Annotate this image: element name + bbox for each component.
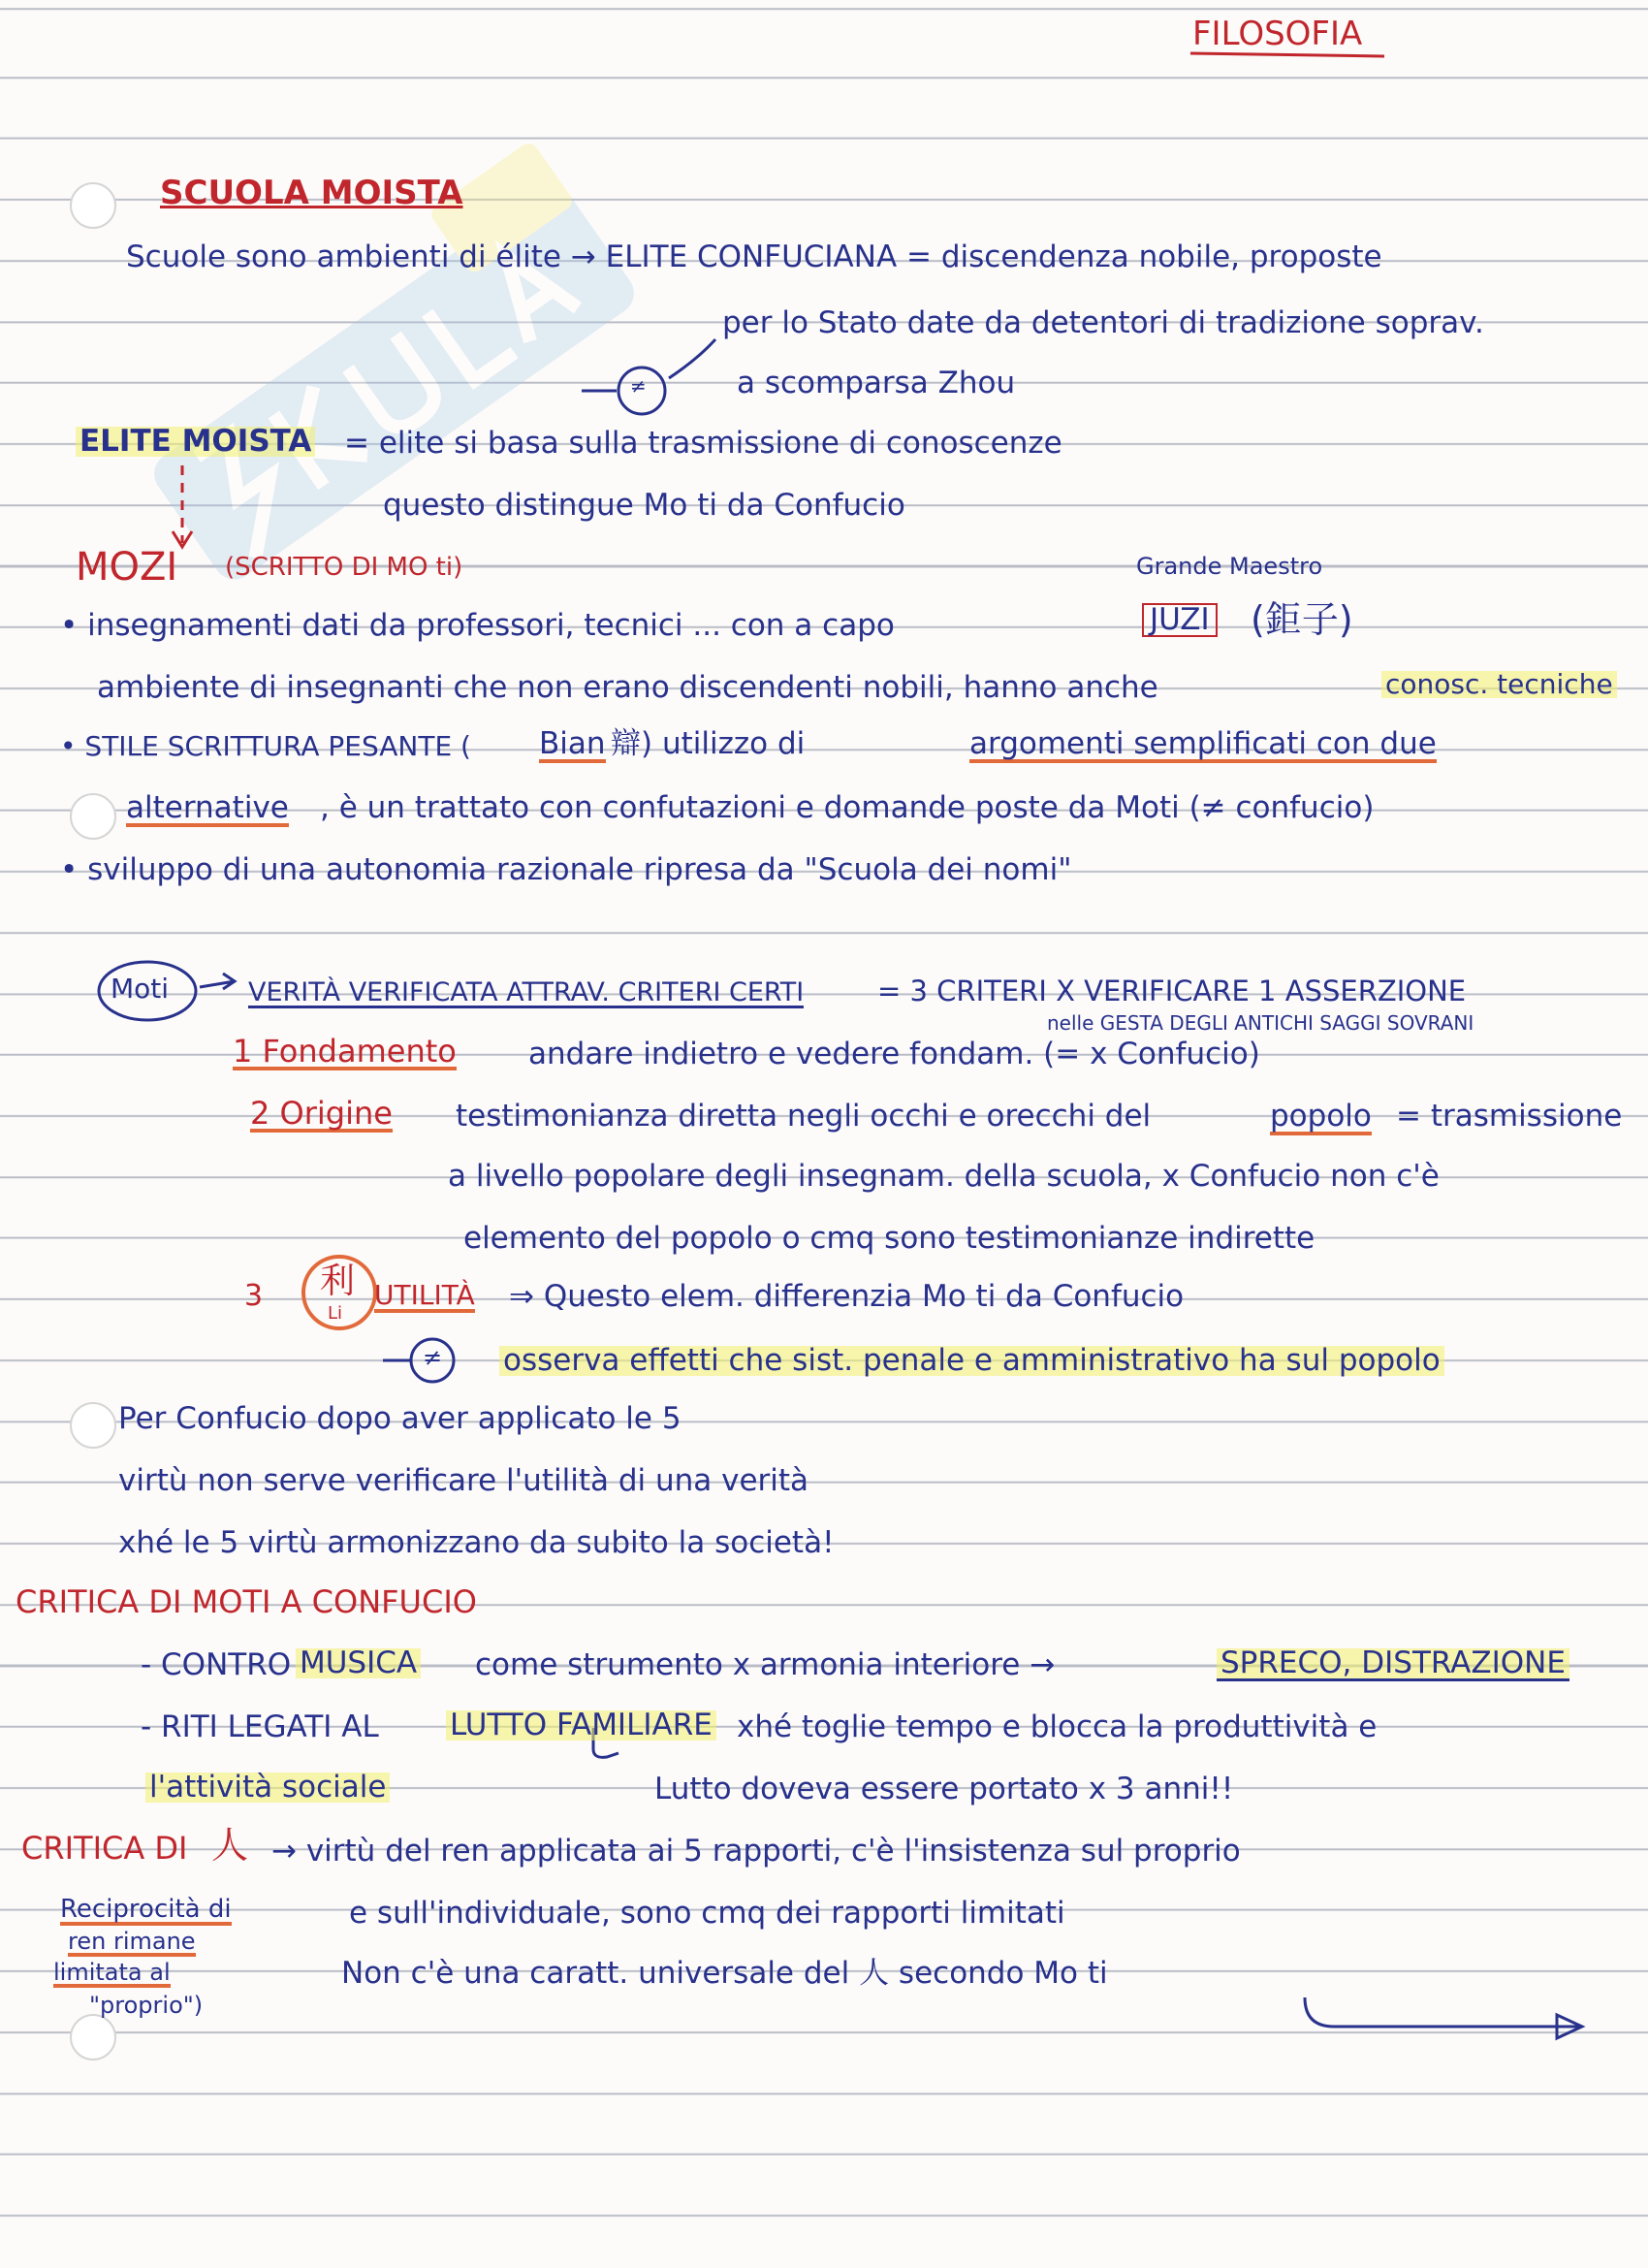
highlighted-text: LUTTO FAMILIARE xyxy=(446,1710,716,1741)
text-line: → virtù del ren applicata ai 5 rapporti, c'è l'insistenza sul proprio xyxy=(271,1834,1241,1869)
highlighted-text: MUSICA xyxy=(296,1648,421,1678)
annotation: Grande Maestro xyxy=(1136,553,1323,580)
mozi-note: (SCRITTO DI MO ti) xyxy=(225,553,463,582)
elite-moista-label: ELITE MOISTA xyxy=(76,427,315,457)
text-line: ambiente di insegnanti che non erano discendenti nobili, hanno anche xyxy=(97,670,1158,705)
text-line: Non c'è una caratt. universale del 人 secondo Mo ti xyxy=(341,1956,1108,1991)
underlined-text: argomenti semplificati con due xyxy=(969,726,1437,761)
text-line: - CONTRO xyxy=(141,1647,292,1682)
neq-symbol: ≠ xyxy=(423,1344,443,1371)
highlighted-text: SPRECO, DISTRAZIONE xyxy=(1217,1648,1569,1681)
criterion-number: 3 xyxy=(244,1279,264,1313)
moti-label: Moti xyxy=(111,973,170,1005)
li-pinyin: Li xyxy=(328,1303,343,1324)
annotation: nelle GESTA DEGLI ANTICHI SAGGI SOVRANI xyxy=(1047,1011,1474,1035)
bian-term: Bian xyxy=(539,726,606,761)
text-line: andare indietro e vedere fondam. (= x Confucio) xyxy=(528,1037,1260,1071)
bullet-line: • sviluppo di una autonomia razionale ripresa da "Scuola dei nomi" xyxy=(60,855,1071,885)
underlined-text: popolo xyxy=(1270,1099,1372,1134)
text-line: Per Confucio dopo aver applicato le 5 xyxy=(118,1401,681,1436)
criterion-label: UTILITÀ xyxy=(374,1279,475,1311)
section-heading: CRITICA DI MOTI A CONFUCIO xyxy=(16,1583,477,1620)
underlined-text: VERITÀ VERIFICATA ATTRAV. CRITERI CERTI xyxy=(248,977,805,1007)
side-note: limitata al xyxy=(53,1959,171,1986)
side-note: ren rimane xyxy=(68,1928,196,1955)
text-line: = trasmissione xyxy=(1396,1099,1623,1134)
text-line: questo distingue Mo ti da Confucio xyxy=(383,488,905,523)
page-title: SCUOLA MOISTA xyxy=(160,174,463,212)
neq-symbol: ≠ xyxy=(630,374,647,398)
section-heading: CRITICA DI xyxy=(21,1830,188,1867)
text-line: a scomparsa Zhou xyxy=(737,366,1016,400)
text-line: a livello popolare degli insegnam. della scuola, x Confucio non c'è xyxy=(448,1159,1440,1194)
subject-header: FILOSOFIA xyxy=(1192,15,1363,53)
text-line: , è un trattato con confutazioni e domande poste da Moti (≠ confucio) xyxy=(320,790,1375,825)
text-line: e sull'individuale, sono cmq dei rapporti limitati xyxy=(349,1896,1065,1931)
bullet-line: • STILE SCRITTURA PESANTE ( xyxy=(60,733,471,760)
text-line: xhé le 5 virtù armonizzano da subito la società! xyxy=(118,1525,835,1560)
highlighted-text: osserva effetti che sist. penale e amministrativo ha sul popolo xyxy=(499,1346,1444,1376)
side-note: "proprio") xyxy=(89,1992,204,2019)
text-line: elemento del popolo o cmq sono testimonianze indirette xyxy=(463,1221,1315,1256)
text-line: xhé toglie tempo e blocca la produttività e xyxy=(737,1709,1378,1744)
text-line: per lo Stato date da detentori di tradizione soprav. xyxy=(722,305,1484,340)
bullet-line: • insegnamenti dati da professori, tecnici ... con a capo xyxy=(60,611,895,641)
text-line: Scuole sono ambienti di élite → ELITE CONFUCIANA = discendenza nobile, proposte xyxy=(126,240,1382,274)
ren-char: 人 xyxy=(211,1824,249,1867)
highlighted-text: l'attività sociale xyxy=(145,1773,390,1803)
text-line: Lutto doveva essere portato x 3 anni!! xyxy=(654,1772,1234,1806)
text-line: = 3 CRITERI X VERIFICARE 1 ASSERZIONE xyxy=(877,974,1467,1007)
text-line: virtù non serve verificare l'utilità di una verità xyxy=(118,1463,809,1498)
text-line: - RITI LEGATI AL xyxy=(141,1709,379,1744)
text-line: come strumento x armonia interiore → xyxy=(475,1647,1056,1682)
criterion-label: 2 Origine xyxy=(250,1095,393,1132)
side-note: Reciprocità di xyxy=(60,1895,232,1924)
highlighted-text: conosc. tecniche xyxy=(1381,671,1617,698)
criterion-label: 1 Fondamento xyxy=(233,1033,457,1070)
underlined-text: alternative xyxy=(126,790,289,825)
mozi-heading: MOZI xyxy=(76,545,178,590)
text-line: ⇒ Questo elem. differenzia Mo ti da Confucio xyxy=(509,1279,1185,1314)
juzi-chars: (鉅子) xyxy=(1251,598,1353,641)
text-line: 辯) utilizzo di xyxy=(611,726,806,761)
juzi-term: JUZI xyxy=(1142,603,1218,637)
li-char: 利 xyxy=(320,1262,356,1301)
text-line: = elite si basa sulla trasmissione di conoscenze xyxy=(344,426,1062,461)
text-line: testimonianza diretta negli occhi e orecchi del xyxy=(456,1099,1152,1134)
